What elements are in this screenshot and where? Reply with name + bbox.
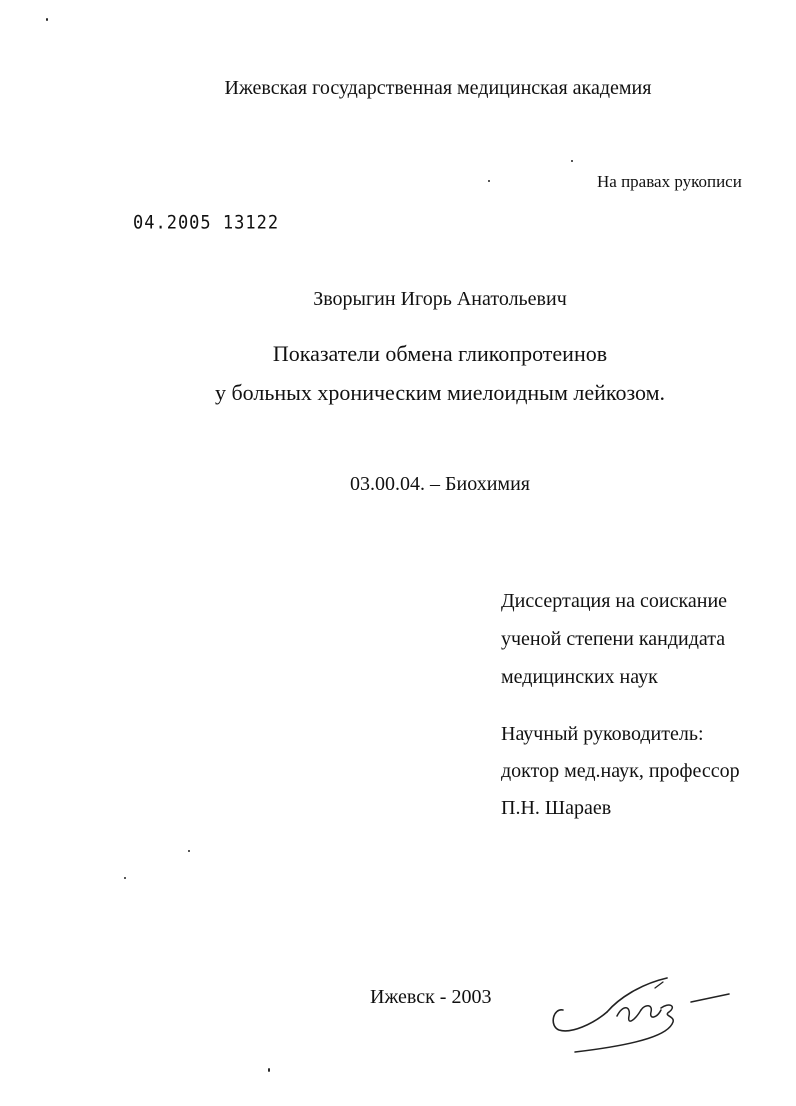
city-year: Ижевск - 2003	[370, 986, 492, 1008]
signature-icon	[545, 968, 735, 1058]
registration-number: 04.2005 13122	[133, 211, 280, 234]
scan-speck	[488, 180, 490, 182]
dissertation-line-3: медицинских наук	[501, 666, 658, 688]
scan-speck	[188, 850, 190, 852]
thesis-title-line-1: Показатели обмена гликопротеинов	[272, 341, 608, 366]
supervisor-block	[501, 716, 740, 827]
scan-speck	[46, 18, 48, 21]
scan-speck	[268, 1068, 270, 1072]
supervisor-line-2: доктор мед.наук, профессор	[501, 760, 740, 782]
specialty-code: 03.00.04. – Биохимия	[350, 473, 530, 495]
dissertation-description	[501, 582, 727, 696]
scan-speck	[124, 877, 126, 879]
dissertation-line-2: ученой степени кандидата	[501, 628, 726, 650]
dissertation-line-1: Диссертация на соискание	[501, 590, 728, 612]
scan-speck	[571, 160, 573, 162]
supervisor-line-1: Научный руководитель:	[501, 723, 704, 745]
supervisor-line-3: П.Н. Шараев	[501, 797, 612, 819]
institution-name: Ижевская государственная медицинская академия	[224, 77, 652, 99]
manuscript-note: На правах рукописи	[597, 172, 742, 191]
thesis-title-line-2: у больных хроническим миелоидным лейкозом.	[214, 380, 666, 405]
author-name: Зворыгин Игорь Анатольевич	[313, 288, 567, 310]
